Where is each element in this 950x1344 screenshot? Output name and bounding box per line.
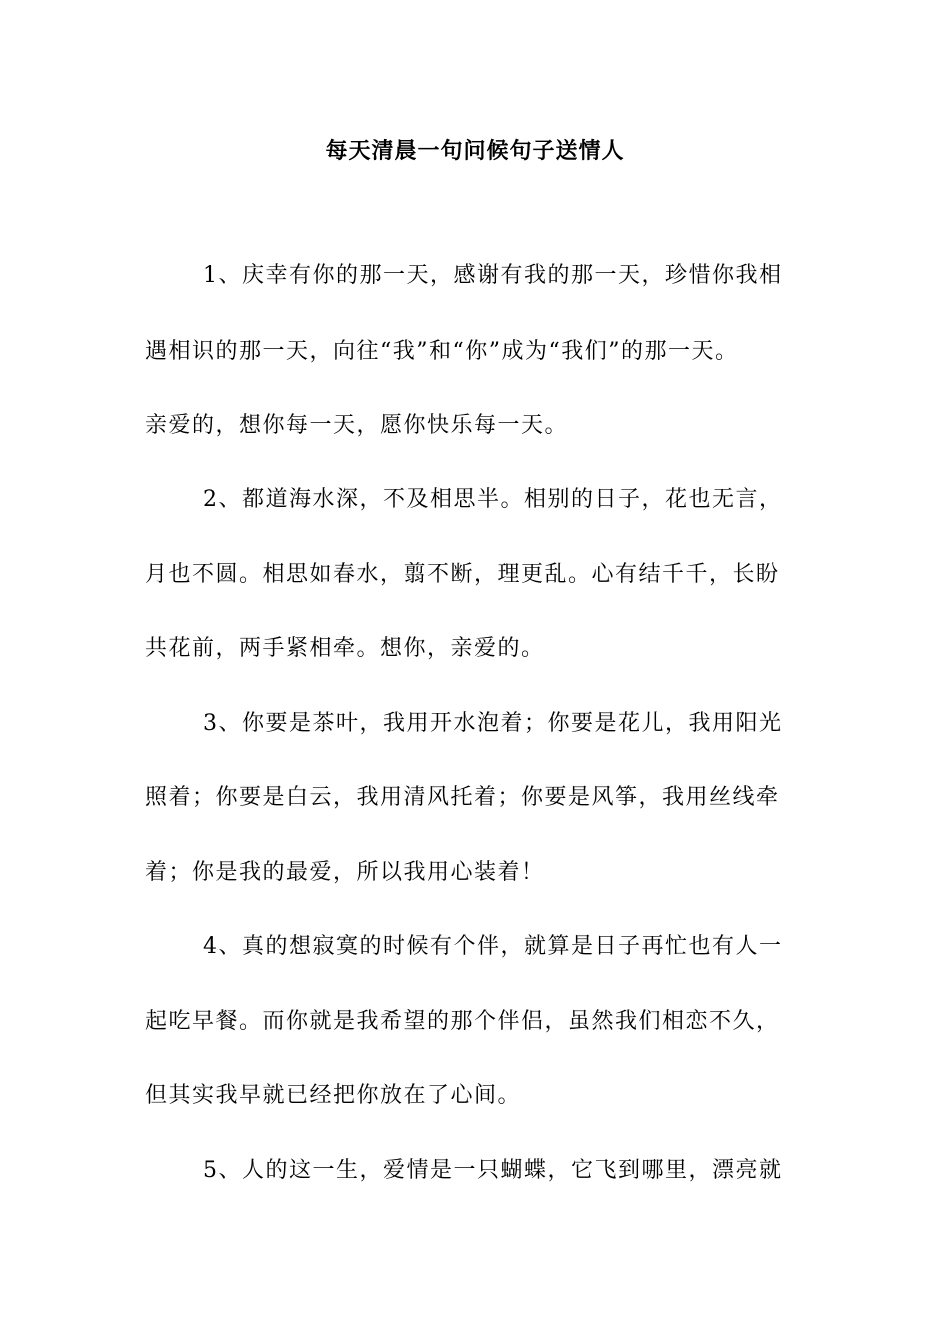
paragraph-4-line-3: 但其实我早就已经把你放在了心间。 [145,1083,522,1108]
paragraph-1-line-2: 遇相识的那一天，向往“我”和“你”成为“我们”的那一天。 [145,339,739,364]
paragraph-3-line-2: 照着；你要是白云，我用清风托着；你要是风筝，我用丝线牵 [145,785,780,810]
paragraph-2-line-3: 共花前，两手紧相牵。想你，亲爱的。 [145,636,545,661]
paragraph-3-line-3: 着；你是我的最爱，所以我用心装着！ [145,860,545,885]
paragraph-5-line-1: 5、人的这一生，爱情是一只蝴蝶，它飞到哪里，漂亮就 [203,1158,783,1183]
paragraph-1-line-1: 1、庆幸有你的那一天，感谢有我的那一天，珍惜你我相 [203,263,783,288]
paragraph-2-line-1: 2、都道海水深，不及相思半。相别的日子，花也无言， [203,487,783,512]
paragraph-3-line-1: 3、你要是茶叶，我用开水泡着；你要是花儿，我用阳光 [203,711,783,736]
paragraph-4-line-2: 起吃早餐。而你就是我希望的那个伴侣，虽然我们相恋不久， [145,1009,780,1034]
paragraph-1-line-3: 亲爱的，想你每一天，愿你快乐每一天。 [145,413,569,438]
paragraph-4-line-1: 4、真的想寂寞的时候有个伴，就算是日子再忙也有人一 [203,934,783,959]
document-title: 每天清晨一句问候句子送情人 [325,139,625,164]
paragraph-2-line-2: 月也不圆。相思如春水，翦不断，理更乱。心有结千千，长盼 [145,562,780,587]
